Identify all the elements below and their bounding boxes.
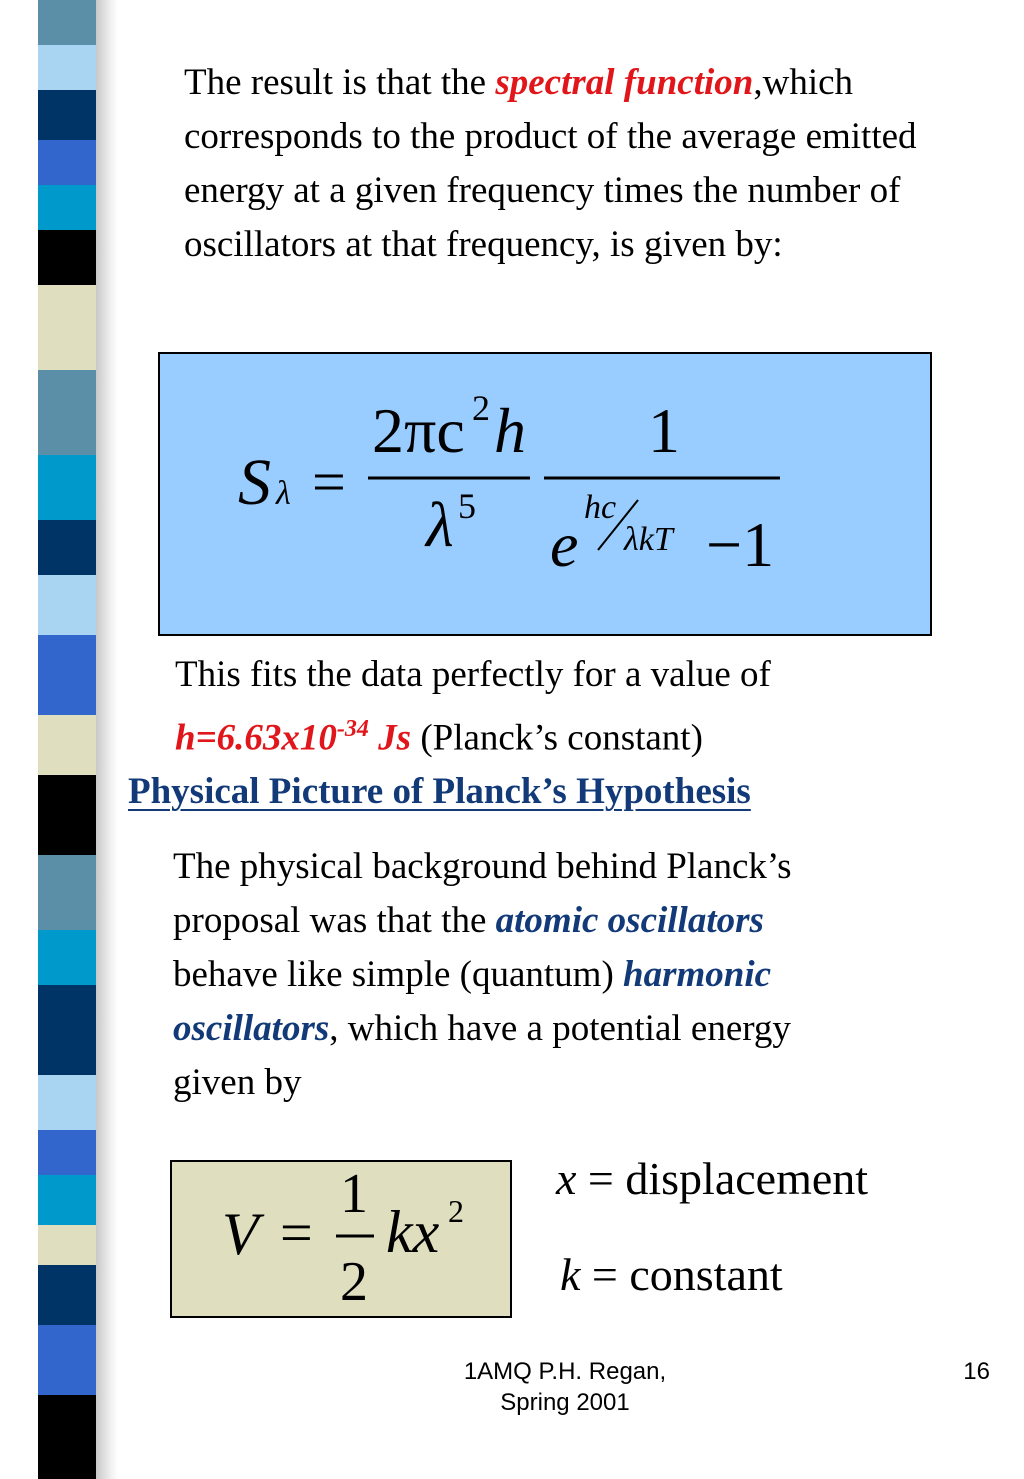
planck-constant-exponent: -34 [336, 716, 369, 742]
planck-constant-unit: Js [368, 717, 412, 759]
formula-exponent-bottom: λkT [624, 521, 673, 558]
background-paragraph [173, 840, 873, 1110]
formula-numerator-1-exp: 2 [472, 388, 490, 428]
legend-x-symbol: x [556, 1153, 577, 1204]
planck-constant-value: h=6.63x10 [175, 717, 337, 759]
formula-numerator-2: 1 [648, 395, 680, 466]
formula-numerator-1-tail: h [494, 395, 526, 466]
legend-k-symbol: k [560, 1249, 581, 1300]
page-number: 16 [963, 1358, 990, 1385]
intro-paragraph [184, 56, 944, 272]
atomic-oscillators-highlight: atomic oscillators [495, 900, 764, 941]
spectral-formula [160, 354, 930, 634]
formula-denominator-1-exp: 5 [458, 486, 476, 526]
formula-term-exp: 2 [448, 1193, 464, 1229]
formula-denominator-2-tail: −1 [706, 509, 775, 580]
formula-equals: = [312, 449, 346, 515]
background-text-1: The physical background behind Planck’s proposal was that the [173, 846, 792, 941]
background-text-3: , which have a potential energy given by [173, 1008, 791, 1103]
formula-exp-base-e: e [550, 509, 579, 580]
legend-x-desc: = displacement [576, 1153, 869, 1204]
potential-formula-box [170, 1160, 512, 1318]
potential-formula [172, 1162, 510, 1316]
formula-denominator-1: λ [426, 489, 454, 560]
formula-exponent-top: hc [584, 489, 617, 526]
section-heading: Physical Picture of Planck’s Hypothesis [128, 771, 751, 812]
intro-text-after: ,which corresponds to the product of the average emitted energy at a given frequency times the number of oscillators at that frequency, is given by: [184, 62, 917, 265]
formula-lhs-subscript: λ [276, 475, 291, 512]
legend-displacement [556, 1152, 868, 1205]
legend-k-desc: = constant [580, 1249, 783, 1300]
harmonic-oscillators-highlight: harmonic oscillators [173, 954, 772, 1049]
background-text-2: behave like simple (quantum) [173, 954, 624, 995]
formula-lhs-s: S [238, 446, 271, 519]
decorative-side-strip [0, 0, 118, 1479]
intro-text-before: The result is that the [184, 62, 496, 103]
fit-text-before: This fits the data perfectly for a value of [175, 654, 771, 695]
fit-text-after: (Planck’s constant) [411, 717, 703, 759]
fit-paragraph [175, 648, 895, 765]
spectral-formula-box [158, 352, 932, 636]
footer-author [420, 1356, 710, 1418]
formula-term-kx: kx [386, 1199, 440, 1265]
formula-numerator-1: 2πc [372, 395, 465, 466]
footer-author-line-1: 1AMQ P.H. Regan, [463, 1358, 667, 1385]
strip-shadow [96, 0, 118, 1479]
legend-constant [560, 1248, 783, 1301]
formula-denominator-half: 2 [340, 1251, 368, 1313]
spectral-function-highlight: spectral function [495, 62, 754, 103]
formula-equals-2: = [280, 1200, 313, 1265]
formula-lhs-v: V [222, 1201, 259, 1267]
formula-numerator-half: 1 [340, 1163, 368, 1225]
footer-author-line-2: Spring 2001 [500, 1389, 630, 1416]
